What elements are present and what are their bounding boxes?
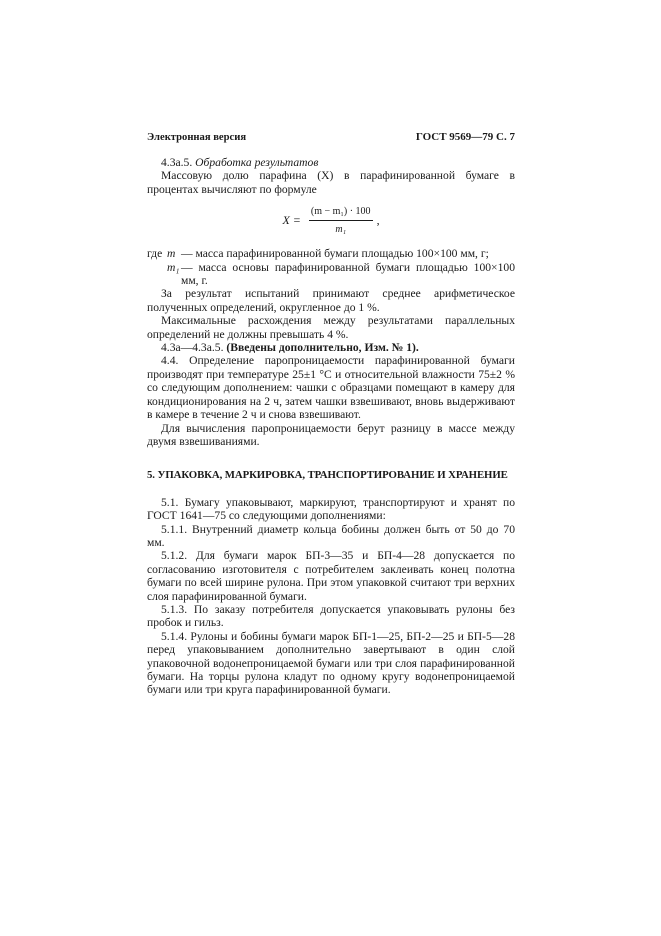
paragraph-5-1-3: 5.1.3. По заказу потребителя допускается упаковывать рулоны без пробок и гильз. [147, 602, 515, 630]
legend-description [181, 247, 515, 260]
paragraph-4-4: 4.4. Определение паропроницаемости парафинированной бумаги производят при температуре 25±1 °С и относительной влажности 75±2 % со следующим дополнением: чашки с образцами помещают в камеру для кондиционирования на 2 ч, затем чашки взвешивают, вновь выдерживают в камере в течение 2 ч и снова взвешивают. [147, 354, 515, 422]
legend-dash: — [181, 260, 193, 274]
paragraph-4-4-calculation: Для вычисления паропроницаемости берут разницу в массе между двумя взвешиваниями. [147, 421, 515, 448]
formula-comma: , [376, 212, 380, 227]
header-standard-page: ГОСТ 9569—79 С. 7 [415, 131, 515, 143]
formula-intro: Массовую долю парафина (X) в парафинированной бумаге в процентах вычисляют по формуле [147, 169, 515, 196]
discrepancy-paragraph: Максимальные расхождения между результатами параллельных определений не должны превышать 4 %. [147, 314, 515, 341]
paraffin-formula [147, 198, 515, 242]
document-page [147, 131, 515, 697]
section-5-title: 5. УПАКОВКА, МАРКИРОВКА, ТРАНСПОРТИРОВАНИЕ И ХРАНЕНИЕ [147, 469, 508, 482]
legend-lead: где [147, 247, 163, 261]
paragraph-5-1-4: 5.1.4. Рулоны и бобины бумаги марок БП-1—25, БП-2—25 и БП-5—28 перед упаковыванием дополнительно завертывают в один слой упаковочной водонепроницаемой бумаги или три слоя парафинированной бумаги. На торцы рулона кладут по одному кругу водонепроницаемой бумаги или три круга парафинированной бумаги. [147, 629, 515, 697]
formula-lhs: X = [282, 212, 301, 227]
legend-dash: — [181, 247, 193, 261]
paragraph-5-1-1: 5.1.1. Внутренний диаметр кольца бобины должен быть от 50 до 70 мм. [147, 522, 515, 549]
formula-legend-row-2 [147, 261, 515, 288]
legend-symbol-cell [167, 247, 181, 260]
amendment-text: (Введены дополнительно, Изм. № 1). [226, 341, 419, 355]
formula-legend-row-1 [147, 247, 515, 260]
paragraph-5-1-2: 5.1.2. Для бумаги марок БП-3—35 и БП-4—28 допускается по согласованию изготовителя с потребителем заклеивать конец полотна бумаги по всей ширине рулона. При этом упаковкой считают три верхних слоя парафинированной бумаги. [147, 549, 515, 603]
legend-description [181, 261, 515, 288]
formula-denominator: m₁ [335, 223, 347, 235]
subsection-number: 4.3а.5. [161, 156, 193, 169]
paragraph-5-1: 5.1. Бумагу упаковывают, маркируют, транспортируют и хранят по ГОСТ 1641—75 со следующими дополнениями: [147, 495, 515, 523]
subsection-title: Обработка результатов [195, 156, 319, 169]
page-header [147, 131, 515, 145]
legend-symbol: m₁ [167, 260, 180, 274]
result-paragraph: За результат испытаний принимают среднее арифметическое полученных определений, округленное до 1 %. [147, 287, 515, 314]
legend-lead [147, 261, 167, 288]
legend-text: масса основы парафинированной бумаги площадью 100×100 мм, г. [181, 260, 515, 288]
formula-fraction [309, 205, 373, 236]
formula-numerator: (m − m₁) · 100 [309, 205, 373, 221]
amendment-range: 4.3а—4.3а.5. [161, 341, 224, 355]
legend-text: масса парафинированной бумаги площадью 100×100 мм, г; [195, 247, 489, 261]
amendment-note [147, 341, 515, 354]
subsection-4-3a-5-heading [147, 156, 515, 169]
legend-symbol: m [167, 247, 176, 261]
header-edition-label: Электронная версия [147, 132, 247, 143]
